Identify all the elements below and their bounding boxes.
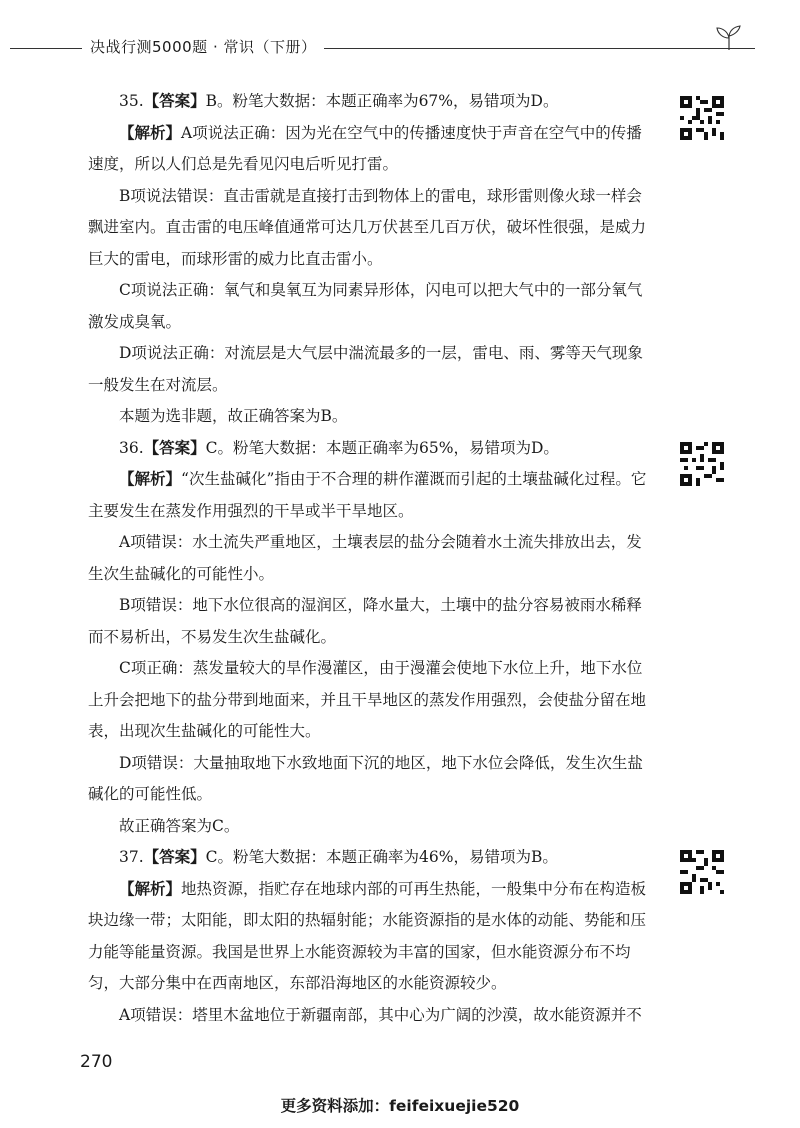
qr-code-37[interactable] bbox=[680, 850, 724, 894]
analysis-label: 【解析】 bbox=[119, 470, 182, 488]
paragraph: A项错误：塔里木盆地位于新疆南部，其中心为广阔的沙漠，故水能资源并不 bbox=[119, 1005, 642, 1024]
page-body bbox=[88, 86, 648, 1031]
qr-code-35[interactable] bbox=[680, 96, 724, 140]
page-number: 270 bbox=[80, 1052, 113, 1072]
paragraph: 故正确答案为C。 bbox=[119, 816, 240, 835]
analysis-label: 【解析】 bbox=[119, 123, 182, 142]
answer-label: 【答案】 bbox=[143, 92, 206, 110]
paragraph: C项正确：蒸发量较大的旱作漫灌区，由于漫灌会使地下水位上升，地下水位上升会把地下的盐分带到地面来，并且干旱地区的蒸发作用强烈，会使盐分留在地表，出现次生盐碱化的可能性大。 bbox=[88, 659, 647, 740]
answer-line-36: 36.【答案】C。粉笔大数据：本题正确率为65%，易错项为D。 bbox=[119, 438, 559, 457]
paragraph: B项错误：地下水位很高的湿润区，降水量大，土壤中的盐分容易被雨水稀释而不易析出，不易发生次生盐碱化。 bbox=[88, 596, 642, 646]
sprout-icon bbox=[714, 24, 744, 56]
analysis-label: 【解析】 bbox=[119, 879, 182, 898]
qr-code-36[interactable] bbox=[680, 442, 724, 486]
paragraph: C项说法正确：氧气和臭氧互为同素异形体，闪电可以把大气中的一部分氧气激发成臭氧。 bbox=[88, 281, 643, 331]
answer-label: 【答案】 bbox=[143, 438, 206, 457]
answer-line-37: 37.【答案】C。粉笔大数据：本题正确率为46%，易错项为B。 bbox=[119, 848, 558, 866]
paragraph: A项错误：水土流失严重地区，土壤表层的盐分会随着水土流失排放出去，发生次生盐碱化的可能性小。 bbox=[88, 533, 642, 583]
answer-label: 【答案】 bbox=[143, 848, 206, 866]
paragraph: 本题为选非题，故正确答案为B。 bbox=[119, 407, 348, 425]
analysis-paragraph-36: 【解析】“次生盐碱化”指由于不合理的耕作灌溉而引起的土壤盐碱化过程。它主要发生在蒸发作用强烈的干旱或半干旱地区。 bbox=[88, 470, 647, 520]
header-title: 决战行测5000题 · 常识（下册） bbox=[82, 36, 324, 57]
analysis-paragraph-35: 【解析】A项说法正确：因为光在空气中的传播速度快于声音在空气中的传播速度，所以人们总是先看见闪电后听见打雷。 bbox=[88, 123, 642, 173]
paragraph: B项说法错误：直击雷就是直接打击到物体上的雷电，球形雷则像火球一样会飘进室内。直击雷的电压峰值通常可达几万伏甚至几百万伏，破坏性很强，是威力巨大的雷电，而球形雷的威力比直击雷小。 bbox=[88, 186, 647, 268]
answer-line-35: 35.【答案】B。粉笔大数据：本题正确率为67%，易错项为D。 bbox=[119, 92, 559, 110]
footer-note: 更多资料添加：feifeixuejie520 bbox=[280, 1097, 520, 1115]
running-header bbox=[0, 36, 800, 66]
paragraph: D项说法正确：对流层是大气层中湍流最多的一层，雷电、雨、雾等天气现象一般发生在对流层。 bbox=[88, 344, 643, 394]
analysis-paragraph-37: 【解析】地热资源，指贮存在地球内部的可再生热能，一般集中分布在构造板块边缘一带；太阳能，即太阳的热辐射能；水能资源指的是水体的动能、势能和压力能等能量资源。我国是世界上水能资源较为丰富的国家，但水能资源分布不均匀，大部分集中在西南地区，东部沿海地区的水能资源较少。 bbox=[88, 879, 647, 992]
paragraph: D项错误：大量抽取地下水致地面下沉的地区，地下水位会降低，发生次生盐碱化的可能性低。 bbox=[88, 753, 643, 803]
